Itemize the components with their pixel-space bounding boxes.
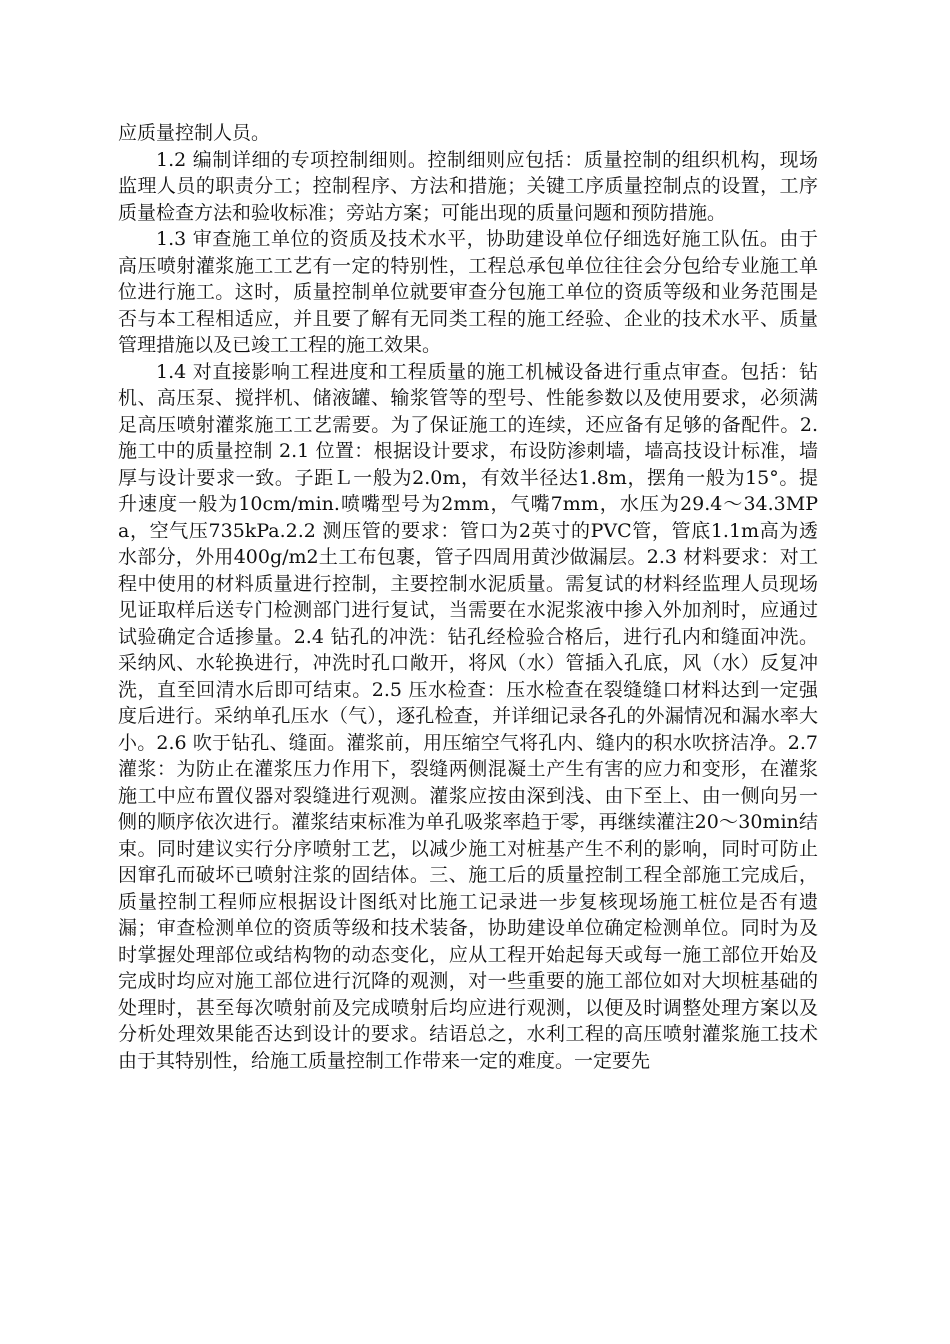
paragraph-1-2: 1.2 编制详细的专项控制细则。控制细则应包括：质量控制的组织机构，现场监理人员的职责分工；控制程序、方法和措施；关键工序质量控制点的设置，工序质量检查方法和验收标准；旁站方案；可能出现的质量问题和预防措施。 xyxy=(118,148,818,224)
document-page xyxy=(118,120,818,1074)
paragraph-continuation: 应质量控制人员。 xyxy=(118,122,271,144)
paragraph-1-3: 1.3 审查施工单位的资质及技术水平，协助建设单位仔细选好施工队伍。由于高压喷射灌浆施工工艺有一定的特别性，工程总承包单位往往会分包给专业施工单位进行施工。这时，质量控制单位就要审查分包施工单位的资质等级和业务范围是否与本工程相适应，并且要了解有无同类工程的施工经验、企业的技术水平、质量管理措施以及已竣工工程的施工效果。 xyxy=(118,228,818,356)
paragraph-1-4: 1.4 对直接影响工程进度和工程质量的施工机械设备进行重点审查。包括：钻机、高压泵、搅拌机、储液罐、输浆管等的型号、性能参数以及使用要求，必须满足高压喷射灌浆施工工艺需要。为了保证施工的连续，还应备有足够的备配件。2. 施工中的质量控制 2.1 位置：根据设计要求，布设防渗刺墙，墙高技设计标准，墙厚与设计要求一致。子距Ｌ一般为2.0m，有效半径达1.8m，摆角一般为15°。提升速度一般为10cm/min.喷嘴型号为2mm，气嘴7mm，水压为29.4～34.3MPa，空气压735kPa.2.2 测压管的要求：管口为2英寸的PVC管，管底1.1m高为透水部分，外用400g/m2土工布包裹，管子四周用黄沙做漏层。2.3 材料要求：对工程中使用的材料质量进行控制，主要控制水泥质量。需复试的材料经监理人员现场见证取样后送专门检测部门进行复试，当需要在水泥浆液中掺入外加剂时，应通过试验确定合适掺量。2.4 钻孔的冲洗：钻孔经检验合格后，进行孔内和缝面冲洗。采纳风、水轮换进行，冲洗时孔口敞开，将风（水）管插入孔底，风（水）反复冲洗，直至回清水后即可结束。2.5 压水检查：压水检查在裂缝缝口材料达到一定强度后进行。采纳单孔压水（气），逐孔检查，并详细记录各孔的外漏情况和漏水率大小。2.6 吹于钻孔、缝面。灌浆前，用压缩空气将孔内、缝内的积水吹挤洁净。2.7 灌浆：为防止在灌浆压力作用下，裂缝两侧混凝土产生有害的应力和变形，在灌浆施工中应布置仪器对裂缝进行观测。灌浆应按由深到浅、由下至上、由一侧向另一侧的顺序依次进行。灌浆结束标准为单孔吸浆率趋于零，再继续灌注20～30min结束。同时建议实行分序喷射工艺，以减少施工对桩基产生不利的影响，同时可防止因窜孔而破坏已喷射注浆的固结体。三、施工后的质量控制工程全部施工完成后，质量控制工程师应根据设计图纸对比施工记录进一步复核现场施工桩位是否有遗漏；审查检测单位的资质等级和技术装备，协助建设单位确定检测单位。同时为及时掌握处理部位或结构物的动态变化，应从工程开始起每天或每一施工部位开始及完成时均应对施工部位进行沉降的观测，对一些重要的施工部位如对大坝桩基础的处理时，甚至每次喷射前及完成喷射后均应进行观测，以便及时调整处理方案以及分析处理效果能否达到设计的要求。结语总之，水利工程的高压喷射灌浆施工技术由于其特别性，给施工质量控制工作带来一定的难度。一定要先 xyxy=(118,360,818,1072)
